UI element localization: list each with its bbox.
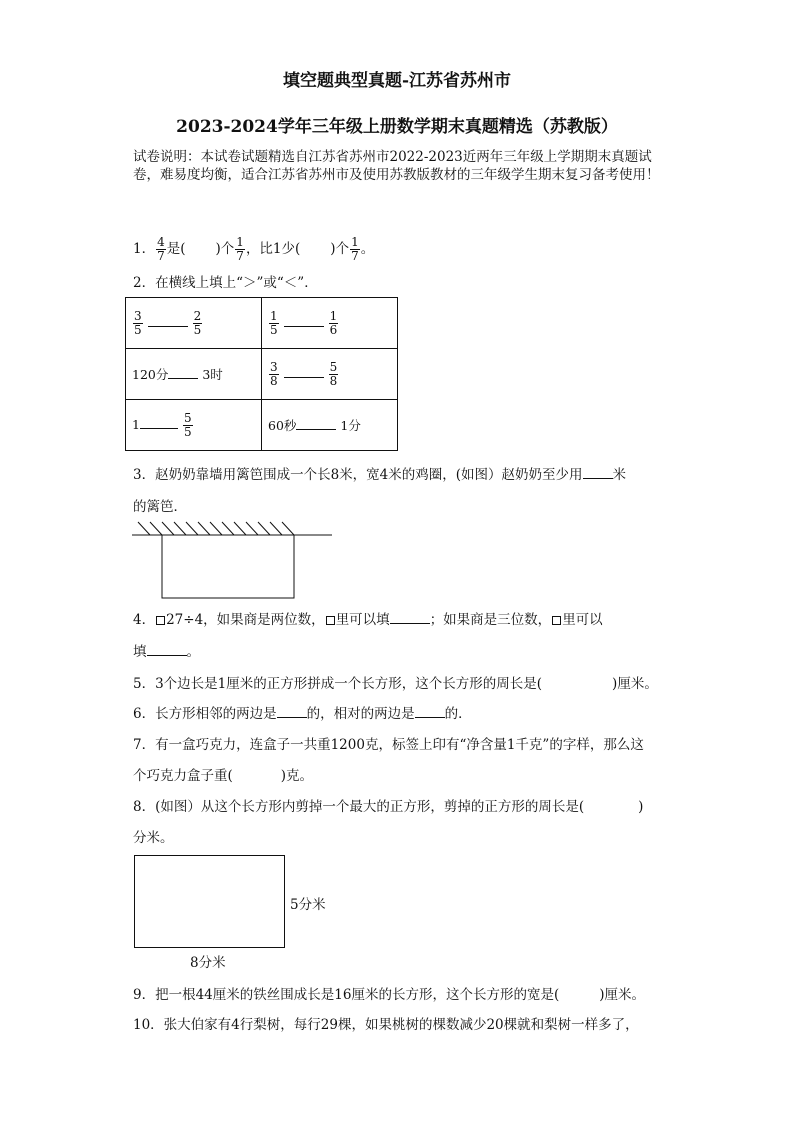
question-3-line2: 的篱笆．: [133, 499, 187, 515]
question-1: 1． $\frac{4}{7}$ 是( )个 $\frac{1}{7}$ ，比1少( )个 $\frac{1}{7}$ 。: [133, 235, 375, 263]
table-cell: $\frac{1}{5}$ $\frac{1}{6}$: [262, 298, 398, 349]
rectangle-bottom-label: 8分米: [190, 955, 226, 971]
square-placeholder-icon: [552, 616, 561, 625]
question-3: 3．赵奶奶靠墙用篱笆围成一个长8米，宽4米的鸡圈，(如图）赵奶奶至少用 米: [133, 467, 627, 483]
page-title-line1: 填空题典型真题-江苏省苏州市: [282, 71, 512, 91]
question-6: 6．长方形相邻的两边是 的，相对的两边是 的．: [133, 706, 472, 722]
square-placeholder-icon: [156, 616, 165, 625]
question-4-line2: 填 。: [133, 644, 200, 660]
question-10: 10．张大伯家有4行梨树，每行29棵，如果桃树的棵数减少20棵就和梨树一样多了，: [133, 1017, 639, 1033]
question-9: 9．把一根44厘米的铁丝围成长是16厘米的长方形，这个长方形的宽是( )厘米。: [133, 987, 645, 1003]
fraction: $\frac{1}{7}$: [351, 235, 359, 263]
square-placeholder-icon: [326, 616, 335, 625]
question-8-line2: 分米。: [133, 830, 174, 846]
fraction: $\frac{4}{7}$: [157, 235, 165, 263]
table-cell: 120分 3时: [126, 349, 262, 400]
rectangle-diagram: [134, 855, 285, 948]
page-title-line2: 2023-2024学年三年级上册数学期末真题精选（苏教版）: [176, 117, 618, 137]
question-8: 8．(如图）从这个长方形内剪掉一个最大的正方形，剪掉的正方形的周长是( ): [133, 799, 644, 815]
table-cell: $\frac{3}{5}$ $\frac{2}{5}$: [126, 298, 262, 349]
table-cell: 1 $\frac{5}{5}$: [126, 400, 262, 451]
question-4: 4． 27÷4，如果商是两位数， 里可以填 ；如果商是三位数， 里可以: [133, 612, 603, 628]
question-7-line2: 个巧克力盒子重( )克。: [133, 768, 314, 784]
table-cell: 60秒 1分: [262, 400, 398, 451]
fraction: $\frac{1}{7}$: [236, 235, 244, 263]
question-2: 2．在横线上填上“＞”或“＜”．: [133, 275, 318, 291]
intro-line2: 卷，难易度均衡，适合江苏省苏州市及使用苏教版教材的三年级学生期末复习备考使用！: [133, 167, 660, 183]
rectangle-side-label: 5分米: [290, 897, 326, 913]
question-5: 5．3个边长是1厘米的正方形拼成一个长方形，这个长方形的周长是( )厘米。: [133, 676, 658, 692]
fence-diagram: [130, 520, 340, 602]
comparison-table: [125, 297, 398, 451]
question-7: 7．有一盒巧克力，连盒子一共重1200克，标签上印有“净含量1千克”的字样，那么这: [133, 737, 644, 753]
table-cell: $\frac{3}{8}$ $\frac{5}{8}$: [262, 349, 398, 400]
intro-line1: 试卷说明：本试卷试题精选自江苏省苏州市2022-2023近两年三年级上学期期末真题试: [133, 149, 652, 165]
